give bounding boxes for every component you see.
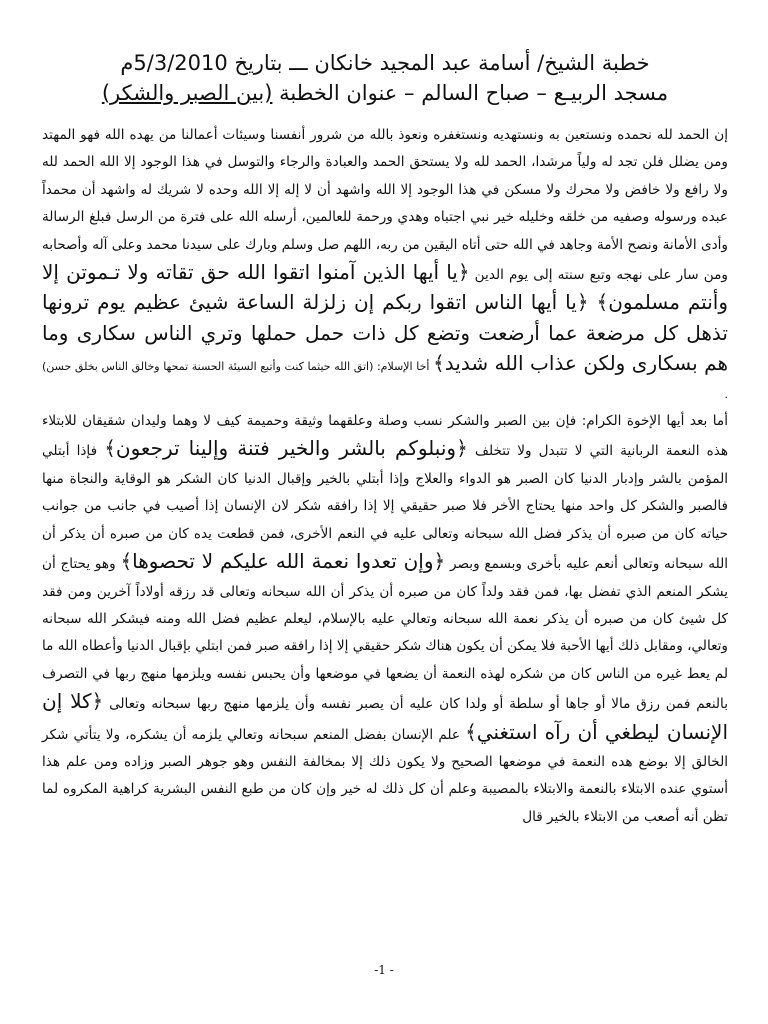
paragraph-opening: إن الحمد لله نحمده ونستعين به ونستهديه ونستغفره ونعوذ بالله من شرور أنفسنا وسيئات أعمالنا من يهده الله فهو المهتد ومن يضلل فلن تجد له ولياً مرشدا، الحمد لله ولا يستحق الحمد والعبادة والرجاء والتوسل في هذا الوجود إلا الله الحمد لله ولا رافع ولا خافض ولا محرك ولا مسكن في هذا الوجود إلا الله واشهد أن لا إله إلا الله وحده لا شريك له واشهد أن محمداً عبده ورسوله وصفيه من خلقه وخليله خير نبي اجتباه وهدي ورحمة للعالمين، أرسله الله على فترة من الرسل فبلغ الرسالة وأدى الأمانة ونصح الأمة وجاهد في الله حتى أتاه اليقين من ربه، اللهم صل وسلم وبارك على سيدنا محمد وعلى آله وأصحابه ومن سار على نهجه وتبع سنته إلى يوم الدين <box>42 127 728 284</box>
paragraph-opening-end: أخا الإسلام: (اتق الله حيثما كنت وأتبع السيئة الحسنة تمحها وخالق الناس بخلق حسن) . <box>42 360 728 401</box>
quran-verse-3: ﴿وإن تعدوا نعمة الله عليكم لا تحصوها﴾ <box>120 549 446 574</box>
quran-verse-4: ﴿كلا إن الإنسان ليطغي أن رآه استغني﴾ <box>42 689 728 744</box>
paragraph-main-d: علم الإنسان بفضل المنعم سبحانه وتعالي يلزمه أن يشكره، ولا يتأتي شكر الخالق إلا بوضع هده النعمة في موضعها الصحيح ولا يكون ذلك إلا بمخالفة النفس وهو جوهر الصبر وزاده ومن علم هذا أستوي عنده الابتلاء بالنعمة والابتلاء بالمصيبة وعلم أن كل ذلك له خير وإن كان من طبع النفس البشرية كراهية المكروه لما تظن أنه أصعب من الابتلاء بالخير قال <box>42 726 728 825</box>
paragraph-main-c: وهو يحتاج أن يشكر المنعم الذي تفضل بها، فمن فقد ولداً كان من صبره أن يذكر أن الله سبحانه وتعالى قد رزقه أولاداً آخرين ومن فقد كل شيئ كان من صبره أن يذكر نعمة الله سبحانه وتعالي عليه بالإسلام، ليعلم عظيم فضل الله ومنه فيشكر الله سبحانه وتعالي، ومقابل ذلك أيها الأحبة فلا يمكن أن يكون هناك شكر حقيقي إلا إذا رافقه صبر فمن ابتلي بإقبال الدنيا وأعطاه الله ما لم يعط غيره من الناس كان من شكره لهذه النعمة أن يضعها في موضعها وأن يحبس نفسه ويلزمها منهج ربها في التصرف بالنعم فمن رزق مالا أو جاها أو سلطة أو ولدا كان عليه أن يصبر نفسه وأن يلزمها منهج ربها سبحانه وتعالى <box>42 556 728 713</box>
quran-verse-1: ﴿يا أيها الذين آمنوا اتقوا الله حق تقاته ولا تـموتن إلا وأنتم مسلمون﴾ ﴿يا أيها الناس اتقوا ربكم إن زلزلة الساعة شيئ عظيم يوم ترونها تذهل كل مرضعة عما أرضعت وتضع كل ذات حمل حملها وتري الناس سكارى وما هم بسكارى ولكن عذاب الله شديد﴾ <box>42 260 729 376</box>
paragraph-main: أما بعد أيها الإخوة الكرام: فإن بين الصبر والشكر نسب وصلة وعلقهما وثيقة وحميمة كيف لا وهما وليدان شقيقان للابتلاء هذه النعمة الربانية التي لا تتبدل ولا تتخلف <box>42 413 729 460</box>
header-line-preacher-date: خطبة الشيخ/ أسامة عبد المجيد خانكان ـــ بتاريخ 5/3/2010م <box>120 51 650 75</box>
sermon-body <box>42 122 728 831</box>
header-line-mosque-topic <box>42 78 728 108</box>
document-page <box>42 48 728 1018</box>
header-mosque-label: مسجد الربيـع – صباح السالم – عنوان الخطبة <box>272 81 669 105</box>
sermon-topic: (بين الصبر والشكر) <box>101 81 273 105</box>
page-number: -1 - <box>374 963 394 977</box>
quran-verse-2: ﴿ونبلوكم بالشر والخير فتنة وإلينا ترجعون﴾ <box>104 436 468 461</box>
sermon-header <box>42 48 728 108</box>
paragraph-main-b: فإذا أبتلي المؤمن بالشر وإدبار الدنيا كان الصبر هو الدواء والعلاج وإذا أبتلي بالخير وإقبال الدنيا كان الشكر هو الوقاية والنجاة منها فالصبر والشكر كل واحد منها يحتاج الأخر فلا صبر حقيقي إلا إذا رافقه شكر لان الإنسان إذا أصيب في جانب من جوانب حياته كان من صبره أن يذكر فضل الله سبحانه وتعالى عليه في النعم الأخرى، فمن قطعت يده كان من صبره أن يذكر أن الله سبحانه وتعالى أنعم عليه بأخرى وبسمع وبصر <box>42 443 728 573</box>
